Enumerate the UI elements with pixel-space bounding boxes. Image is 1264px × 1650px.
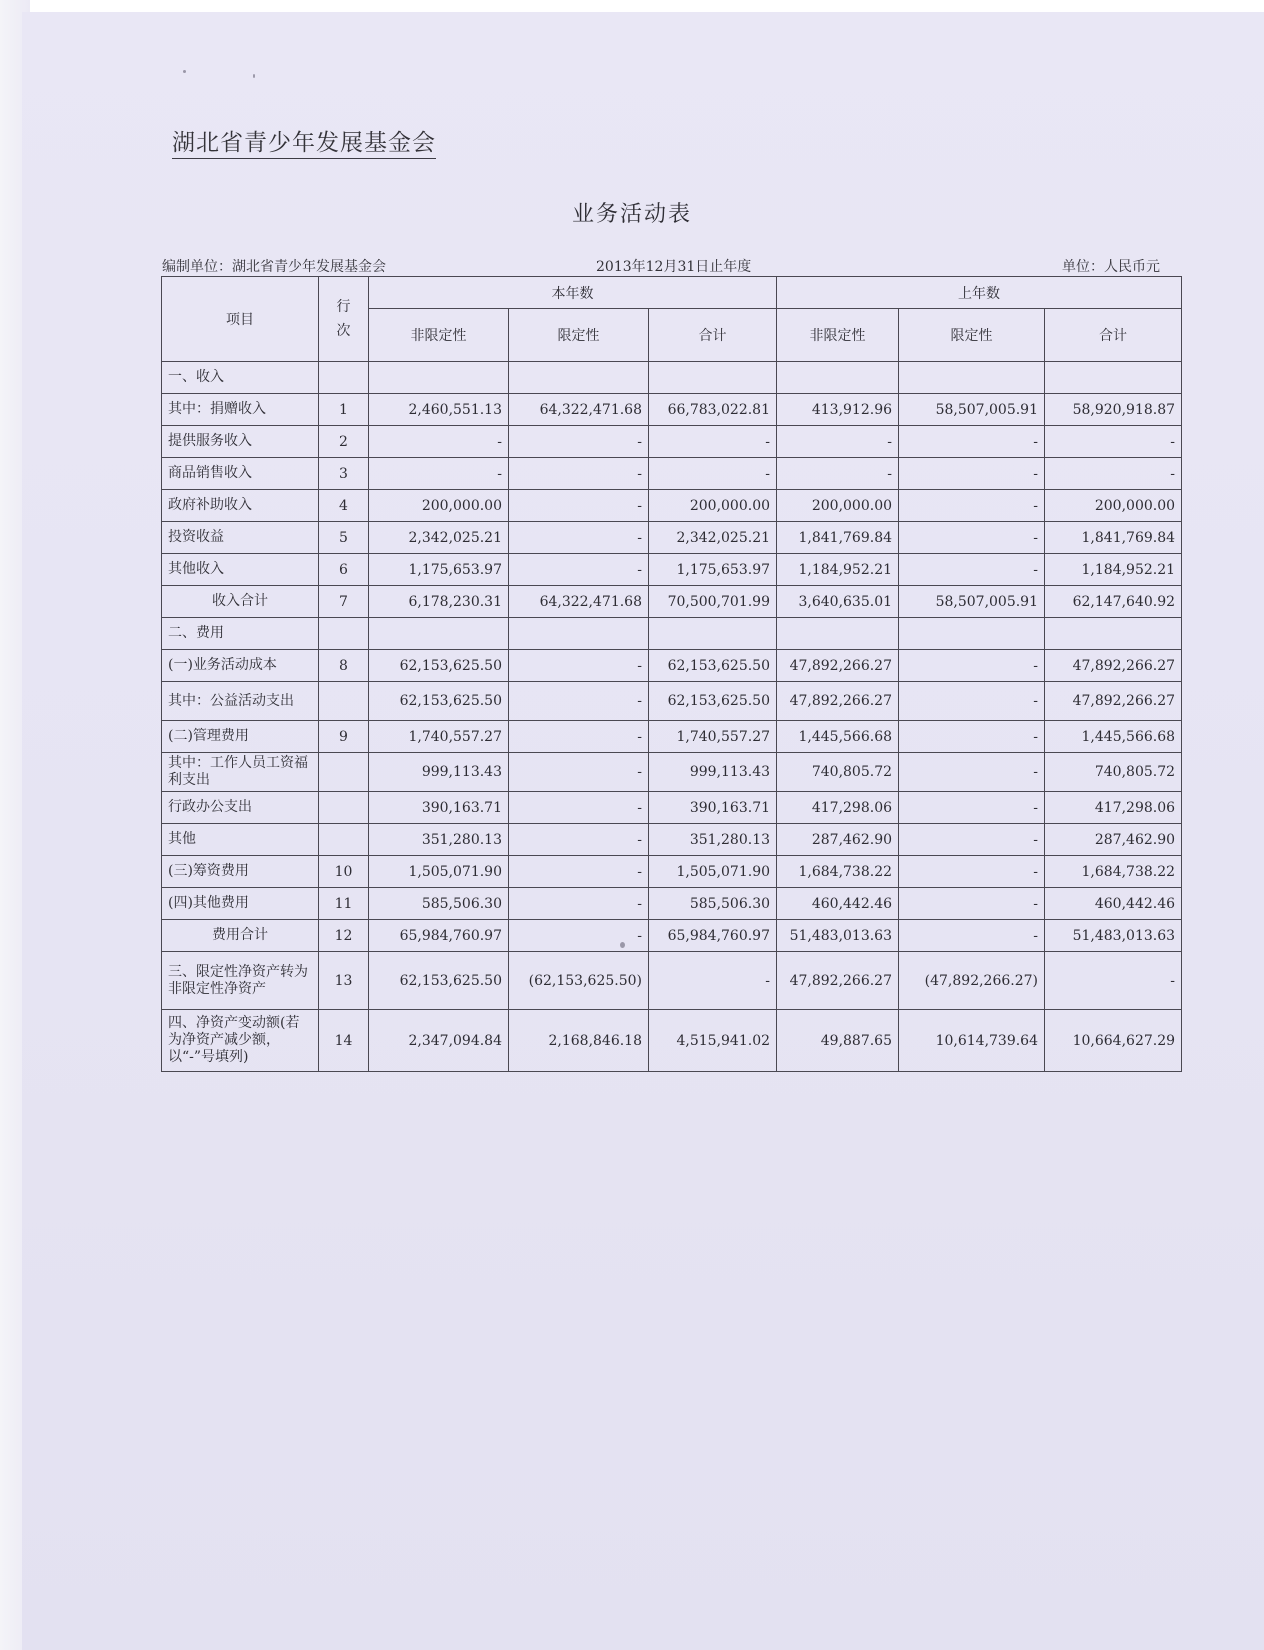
- cell-cy-total: 1,175,653.97: [649, 554, 777, 586]
- cell-py-total: -: [1045, 952, 1182, 1010]
- cell-py-restricted: -: [899, 753, 1045, 792]
- cell-py-unrestricted: 3,640,635.01: [777, 586, 899, 618]
- cell-cy-total: 62,153,625.50: [649, 650, 777, 682]
- row-line-no: 12: [319, 920, 369, 952]
- table-body: [162, 362, 1182, 1072]
- table-row: [162, 586, 1182, 618]
- cell-py-total: 1,684,738.22: [1045, 856, 1182, 888]
- header-cy-total: 合计: [649, 309, 777, 362]
- header-line-no-2: 次: [336, 323, 351, 339]
- cell-py-total: [1045, 618, 1182, 650]
- cell-py-total: 200,000.00: [1045, 490, 1182, 522]
- cell-py-unrestricted: 200,000.00: [777, 490, 899, 522]
- cell-py-unrestricted: 287,462.90: [777, 824, 899, 856]
- cell-py-restricted: 10,614,739.64: [899, 1010, 1045, 1072]
- cell-cy-unrestricted: 999,113.43: [369, 753, 509, 792]
- cell-py-restricted: -: [899, 490, 1045, 522]
- cell-cy-total: 65,984,760.97: [649, 920, 777, 952]
- header-py-unrestricted: 非限定性: [777, 309, 899, 362]
- cell-cy-unrestricted: 2,460,551.13: [369, 394, 509, 426]
- row-item: 费用合计: [162, 920, 319, 952]
- cell-py-unrestricted: 1,841,769.84: [777, 522, 899, 554]
- cell-cy-restricted: -: [509, 682, 649, 721]
- cell-py-restricted: -: [899, 856, 1045, 888]
- cell-py-unrestricted: 47,892,266.27: [777, 650, 899, 682]
- table-row: [162, 888, 1182, 920]
- cell-cy-total: -: [649, 426, 777, 458]
- row-line-no: 5: [319, 522, 369, 554]
- table-row: [162, 394, 1182, 426]
- header-prior-year: 上年数: [777, 277, 1182, 309]
- cell-cy-restricted: -: [509, 721, 649, 753]
- cell-cy-total: -: [649, 952, 777, 1010]
- cell-cy-unrestricted: 6,178,230.31: [369, 586, 509, 618]
- row-line-no: [319, 792, 369, 824]
- cell-cy-unrestricted: 585,506.30: [369, 888, 509, 920]
- cell-py-total: -: [1045, 458, 1182, 490]
- row-line-no: 4: [319, 490, 369, 522]
- cell-cy-restricted: (62,153,625.50): [509, 952, 649, 1010]
- cell-py-restricted: 58,507,005.91: [899, 586, 1045, 618]
- cell-cy-unrestricted: [369, 362, 509, 394]
- row-item: (三)筹资费用: [162, 856, 319, 888]
- cell-py-total: 740,805.72: [1045, 753, 1182, 792]
- table-row: [162, 856, 1182, 888]
- cell-cy-unrestricted: 1,175,653.97: [369, 554, 509, 586]
- cell-py-total: 287,462.90: [1045, 824, 1182, 856]
- cell-py-unrestricted: 740,805.72: [777, 753, 899, 792]
- cell-py-restricted: -: [899, 824, 1045, 856]
- header-py-restricted: 限定性: [899, 309, 1045, 362]
- table-row: [162, 753, 1182, 792]
- cell-py-unrestricted: -: [777, 426, 899, 458]
- cell-py-unrestricted: 51,483,013.63: [777, 920, 899, 952]
- cell-py-restricted: -: [899, 426, 1045, 458]
- header-current-year: 本年数: [369, 277, 777, 309]
- header-cy-unrestricted: 非限定性: [369, 309, 509, 362]
- cell-py-total: 1,841,769.84: [1045, 522, 1182, 554]
- row-line-no: 11: [319, 888, 369, 920]
- cell-py-restricted: -: [899, 554, 1045, 586]
- cell-cy-restricted: -: [509, 426, 649, 458]
- cell-cy-total: -: [649, 458, 777, 490]
- cell-cy-restricted: -: [509, 792, 649, 824]
- cell-cy-restricted: -: [509, 490, 649, 522]
- cell-cy-total: 62,153,625.50: [649, 682, 777, 721]
- cell-cy-restricted: -: [509, 753, 649, 792]
- table-row: [162, 952, 1182, 1010]
- row-line-no: [319, 362, 369, 394]
- cell-cy-restricted: -: [509, 458, 649, 490]
- cell-cy-restricted: [509, 362, 649, 394]
- row-item: 四、净资产变动额(若为净资产减少额，以“-”号填列): [162, 1010, 319, 1072]
- cell-py-unrestricted: 47,892,266.27: [777, 682, 899, 721]
- cell-py-total: 460,442.46: [1045, 888, 1182, 920]
- statement-title: 业务活动表: [571, 202, 692, 227]
- cell-py-total: 62,147,640.92: [1045, 586, 1182, 618]
- row-line-no: [319, 824, 369, 856]
- cell-py-unrestricted: 47,892,266.27: [777, 952, 899, 1010]
- header-item: 项目: [162, 277, 319, 362]
- cell-cy-total: [649, 618, 777, 650]
- cell-py-total: 10,664,627.29: [1045, 1010, 1182, 1072]
- cell-py-restricted: -: [899, 888, 1045, 920]
- cell-py-restricted: [899, 618, 1045, 650]
- cell-cy-unrestricted: 1,740,557.27: [369, 721, 509, 753]
- cell-py-unrestricted: 1,684,738.22: [777, 856, 899, 888]
- cell-cy-total: 70,500,701.99: [649, 586, 777, 618]
- cell-cy-unrestricted: 62,153,625.50: [369, 682, 509, 721]
- cell-cy-restricted: 2,168,846.18: [509, 1010, 649, 1072]
- cell-cy-unrestricted: 2,347,094.84: [369, 1010, 509, 1072]
- cell-py-unrestricted: -: [777, 458, 899, 490]
- cell-py-total: 417,298.06: [1045, 792, 1182, 824]
- table-row: [162, 1010, 1182, 1072]
- cell-py-restricted: [899, 362, 1045, 394]
- row-line-no: 14: [319, 1010, 369, 1072]
- cell-cy-restricted: -: [509, 856, 649, 888]
- table-row: [162, 490, 1182, 522]
- cell-py-unrestricted: 1,445,566.68: [777, 721, 899, 753]
- cell-cy-restricted: 64,322,471.68: [509, 394, 649, 426]
- row-item: 商品销售收入: [162, 458, 319, 490]
- table-row: [162, 554, 1182, 586]
- scan-speck: [253, 74, 255, 78]
- cell-cy-unrestricted: 1,505,071.90: [369, 856, 509, 888]
- reporting-period: 2013年12月31日止年度: [596, 259, 752, 275]
- header-line-no-1: 行: [336, 299, 351, 315]
- cell-py-restricted: -: [899, 721, 1045, 753]
- cell-cy-unrestricted: 65,984,760.97: [369, 920, 509, 952]
- table-row: [162, 920, 1182, 952]
- row-line-no: 1: [319, 394, 369, 426]
- row-line-no: 8: [319, 650, 369, 682]
- cell-cy-restricted: -: [509, 888, 649, 920]
- cell-py-restricted: -: [899, 522, 1045, 554]
- cell-cy-unrestricted: 390,163.71: [369, 792, 509, 824]
- row-item: (四)其他费用: [162, 888, 319, 920]
- cell-cy-unrestricted: -: [369, 426, 509, 458]
- row-line-no: [319, 753, 369, 792]
- row-line-no: [319, 682, 369, 721]
- row-item: 其中：捐赠收入: [162, 394, 319, 426]
- cell-py-total: 58,920,918.87: [1045, 394, 1182, 426]
- row-item: 一、收入: [162, 362, 319, 394]
- table-row: [162, 362, 1182, 394]
- cell-cy-restricted: [509, 618, 649, 650]
- cell-py-total: 1,184,952.21: [1045, 554, 1182, 586]
- row-line-no: 6: [319, 554, 369, 586]
- table-row: [162, 650, 1182, 682]
- row-item: 三、限定性净资产转为非限定性净资产: [162, 952, 319, 1010]
- cell-cy-total: 66,783,022.81: [649, 394, 777, 426]
- cell-py-total: 51,483,013.63: [1045, 920, 1182, 952]
- cell-cy-unrestricted: 62,153,625.50: [369, 952, 509, 1010]
- cell-py-unrestricted: 1,184,952.21: [777, 554, 899, 586]
- cell-py-restricted: 58,507,005.91: [899, 394, 1045, 426]
- cell-py-unrestricted: [777, 362, 899, 394]
- cell-py-restricted: (47,892,266.27): [899, 952, 1045, 1010]
- row-item: 收入合计: [162, 586, 319, 618]
- header-cy-restricted: 限定性: [509, 309, 649, 362]
- cell-py-unrestricted: 413,912.96: [777, 394, 899, 426]
- cell-py-unrestricted: 49,887.65: [777, 1010, 899, 1072]
- cell-cy-unrestricted: 2,342,025.21: [369, 522, 509, 554]
- table-row: [162, 522, 1182, 554]
- row-item: 提供服务收入: [162, 426, 319, 458]
- compiling-unit: 编制单位：湖北省青少年发展基金会: [162, 259, 386, 275]
- cell-py-total: 47,892,266.27: [1045, 682, 1182, 721]
- cell-cy-total: 390,163.71: [649, 792, 777, 824]
- cell-cy-restricted: -: [509, 554, 649, 586]
- row-item: 其他: [162, 824, 319, 856]
- header-py-total: 合计: [1045, 309, 1182, 362]
- cell-cy-total: [649, 362, 777, 394]
- row-item: 行政办公支出: [162, 792, 319, 824]
- row-item: (一)业务活动成本: [162, 650, 319, 682]
- table-row: [162, 458, 1182, 490]
- currency-unit: 单位：人民币元: [1062, 259, 1160, 275]
- row-item: 其他收入: [162, 554, 319, 586]
- row-item: (二)管理费用: [162, 721, 319, 753]
- cell-cy-total: 1,505,071.90: [649, 856, 777, 888]
- row-item: 其中：公益活动支出: [162, 682, 319, 721]
- cell-py-restricted: -: [899, 650, 1045, 682]
- row-line-no: 3: [319, 458, 369, 490]
- cell-py-restricted: -: [899, 920, 1045, 952]
- cell-cy-total: 1,740,557.27: [649, 721, 777, 753]
- cell-cy-restricted: -: [509, 920, 649, 952]
- row-item: 二、费用: [162, 618, 319, 650]
- cell-cy-restricted: 64,322,471.68: [509, 586, 649, 618]
- cell-cy-unrestricted: 62,153,625.50: [369, 650, 509, 682]
- cell-py-total: 47,892,266.27: [1045, 650, 1182, 682]
- table-row: [162, 426, 1182, 458]
- cell-py-total: 1,445,566.68: [1045, 721, 1182, 753]
- table-row: [162, 618, 1182, 650]
- row-line-no: 9: [319, 721, 369, 753]
- table-row: [162, 682, 1182, 721]
- cell-cy-total: 200,000.00: [649, 490, 777, 522]
- row-line-no: 13: [319, 952, 369, 1010]
- row-line-no: 10: [319, 856, 369, 888]
- cell-cy-unrestricted: 351,280.13: [369, 824, 509, 856]
- row-item: 政府补助收入: [162, 490, 319, 522]
- cell-cy-total: 999,113.43: [649, 753, 777, 792]
- cell-py-unrestricted: [777, 618, 899, 650]
- header-line-no: [319, 277, 369, 362]
- cell-cy-unrestricted: -: [369, 458, 509, 490]
- table-row: [162, 721, 1182, 753]
- activity-statement-table: [161, 276, 1182, 1072]
- cell-cy-unrestricted: 200,000.00: [369, 490, 509, 522]
- row-line-no: 7: [319, 586, 369, 618]
- cell-cy-unrestricted: [369, 618, 509, 650]
- cell-py-restricted: -: [899, 792, 1045, 824]
- cell-py-restricted: -: [899, 458, 1045, 490]
- row-item: 其中：工作人员工资福利支出: [162, 753, 319, 792]
- cell-py-unrestricted: 460,442.46: [777, 888, 899, 920]
- cell-cy-total: 351,280.13: [649, 824, 777, 856]
- cell-py-restricted: -: [899, 682, 1045, 721]
- cell-cy-total: 4,515,941.02: [649, 1010, 777, 1072]
- cell-cy-restricted: -: [509, 650, 649, 682]
- row-line-no: [319, 618, 369, 650]
- cell-cy-total: 2,342,025.21: [649, 522, 777, 554]
- table-row: [162, 792, 1182, 824]
- cell-py-unrestricted: 417,298.06: [777, 792, 899, 824]
- row-line-no: 2: [319, 426, 369, 458]
- cell-py-total: [1045, 362, 1182, 394]
- cell-cy-total: 585,506.30: [649, 888, 777, 920]
- table-row: [162, 824, 1182, 856]
- cell-py-total: -: [1045, 426, 1182, 458]
- organization-title: 湖北省青少年发展基金会: [172, 124, 436, 159]
- cell-cy-restricted: -: [509, 824, 649, 856]
- scan-speck: [183, 70, 186, 73]
- row-item: 投资收益: [162, 522, 319, 554]
- cell-cy-restricted: -: [509, 522, 649, 554]
